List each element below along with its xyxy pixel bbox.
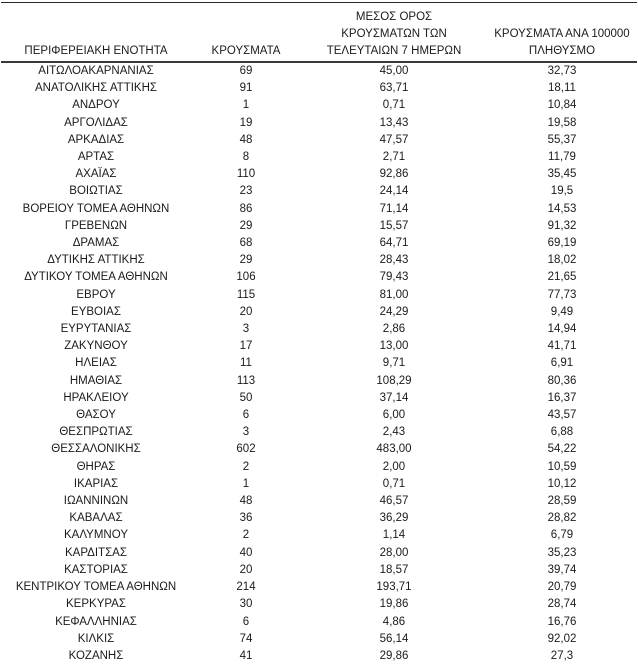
avg7-cell: 18,57 [379, 563, 409, 576]
avg7-cell: 6,00 [382, 409, 406, 422]
region-cell: ΑΡΚΑΔΙΑΣ [67, 133, 125, 146]
avg7-cell: 37,14 [379, 391, 409, 404]
covid-region-table [1, 2, 637, 665]
table-row [1, 493, 637, 510]
cases-cell: 8 [242, 151, 250, 164]
column-header-per100k [487, 3, 637, 63]
column-header-region [1, 3, 191, 63]
avg7-cell: 2,86 [382, 323, 406, 336]
table-row [1, 614, 637, 631]
region-cell: ΑΙΤΩΛΟΑΚΑΡΝΑΝΙΑΣ [38, 65, 154, 77]
table-row [1, 545, 637, 562]
region-cell: ΗΜΑΘΙΑΣ [69, 374, 123, 387]
region-cell: ΑΧΑΪΑΣ [75, 168, 117, 181]
table-row [1, 441, 637, 458]
per100k-cell: 28,74 [547, 598, 577, 611]
cases-cell: 68 [239, 237, 253, 250]
cases-cell: 20 [239, 305, 253, 318]
per100k-cell: 10,12 [547, 477, 577, 490]
per100k-cell: 18,02 [547, 254, 577, 267]
cases-cell: 6 [242, 409, 250, 422]
table-row [1, 62, 637, 80]
region-cell: ΕΥΡΥΤΑΝΙΑΣ [60, 323, 132, 336]
cases-cell: 48 [239, 495, 253, 508]
table-row [1, 304, 637, 321]
avg7-cell: 2,71 [382, 151, 406, 164]
cases-cell: 2 [242, 460, 250, 473]
header-line: ΚΡΟΥΣΜΑΤΑ ΑΝΑ 100000 [494, 28, 630, 40]
cases-cell: 20 [239, 563, 253, 576]
region-cell: ΚΑΒΑΛΑΣ [69, 512, 123, 525]
header-line: ΠΕΡΙΦΕΡΕΙΑΚΗ ΕΝΟΤΗΤΑ [24, 45, 168, 57]
cases-cell: 602 [236, 443, 256, 456]
table-row [1, 183, 637, 200]
column-header-avg7 [301, 3, 487, 63]
per100k-cell: 6,91 [550, 357, 574, 370]
table-row [1, 407, 637, 424]
avg7-cell: 15,57 [379, 219, 409, 232]
per100k-cell: 11,79 [548, 151, 576, 164]
cases-cell: 214 [236, 581, 256, 594]
per100k-cell: 69,19 [547, 237, 577, 250]
avg7-cell: 2,00 [382, 460, 406, 473]
table-row [1, 218, 637, 235]
per100k-cell: 6,88 [550, 426, 574, 439]
per100k-cell: 10,84 [547, 99, 577, 112]
per100k-cell: 54,22 [547, 443, 577, 456]
cases-cell: 113 [236, 374, 256, 387]
per100k-cell: 39,74 [547, 563, 577, 576]
avg7-cell: 28,43 [379, 254, 409, 267]
cases-cell: 41 [239, 649, 253, 662]
per100k-cell: 92,02 [547, 632, 577, 645]
avg7-cell: 92,86 [379, 168, 409, 181]
region-cell: ΚΑΛΥΜΝΟΥ [64, 529, 128, 542]
cases-cell: 69 [239, 65, 253, 77]
region-cell: ΔΥΤΙΚΟΥ ΤΟΜΕΑ ΑΘΗΝΩΝ [24, 271, 168, 284]
region-cell: ΑΝΔΡΟΥ [72, 99, 120, 112]
region-cell: ΚΑΣΤΟΡΙΑΣ [64, 563, 128, 576]
table-row [1, 338, 637, 355]
table-row [1, 648, 637, 665]
per100k-cell: 35,23 [547, 546, 577, 559]
header-line: ΠΛΗΘΥΣΜΟ [528, 45, 596, 57]
cases-cell: 91 [239, 82, 253, 95]
per100k-cell: 14,53 [547, 202, 577, 215]
avg7-cell: 47,57 [379, 133, 409, 146]
per100k-cell: 28,82 [547, 512, 577, 525]
table-row [1, 166, 637, 183]
cases-cell: 106 [236, 271, 256, 284]
per100k-cell: 32,73 [547, 65, 577, 77]
table-row [1, 252, 637, 269]
avg7-cell: 46,57 [379, 495, 409, 508]
region-cell: ΘΑΣΟΥ [76, 409, 116, 422]
table-row [1, 510, 637, 527]
table-row [1, 459, 637, 476]
avg7-cell: 4,86 [382, 615, 406, 628]
avg7-cell: 29,86 [379, 649, 409, 662]
avg7-cell: 13,43 [379, 116, 409, 129]
per100k-cell: 6,79 [550, 529, 574, 542]
region-cell: ΕΒΡΟΥ [76, 288, 116, 301]
cases-cell: 29 [239, 219, 253, 232]
cases-cell: 1 [242, 477, 250, 490]
cases-cell: 1 [242, 99, 250, 112]
avg7-cell: 45,00 [379, 65, 409, 77]
per100k-cell: 16,37 [547, 391, 577, 404]
cases-cell: 74 [239, 632, 253, 645]
avg7-cell: 9,71 [382, 357, 406, 370]
avg7-cell: 19,86 [379, 598, 409, 611]
region-cell: ΖΑΚΥΝΘΟΥ [64, 340, 128, 353]
per100k-cell: 14,94 [547, 323, 577, 336]
avg7-cell: 24,29 [379, 305, 409, 318]
header-row [1, 3, 637, 63]
cases-cell: 23 [239, 185, 253, 198]
region-cell: ΓΡΕΒΕΝΩΝ [64, 219, 128, 232]
table-row [1, 115, 637, 132]
per100k-cell: 20,79 [547, 581, 577, 594]
region-cell: ΚΙΛΚΙΣ [77, 632, 115, 645]
avg7-cell: 36,29 [379, 512, 409, 525]
table-row [1, 287, 637, 304]
per100k-cell: 55,37 [547, 133, 577, 146]
cases-cell: 19 [239, 116, 253, 129]
table-row [1, 424, 637, 441]
per100k-cell: 21,65 [547, 271, 577, 284]
per100k-cell: 9,49 [550, 305, 574, 318]
region-cell: ΚΑΡΔΙΤΣΑΣ [65, 546, 127, 559]
per100k-cell: 19,5 [550, 185, 574, 198]
per100k-cell: 43,57 [547, 409, 577, 422]
cases-cell: 29 [239, 254, 253, 267]
avg7-cell: 2,43 [382, 426, 406, 439]
table-row [1, 321, 637, 338]
cases-cell: 17 [239, 340, 253, 353]
cases-cell: 6 [242, 615, 250, 628]
table-body [1, 62, 637, 665]
table-row [1, 132, 637, 149]
avg7-cell: 108,29 [376, 374, 412, 387]
table-row [1, 631, 637, 648]
region-cell: ΑΡΓΟΛΙΔΑΣ [64, 116, 128, 129]
cases-cell: 30 [239, 598, 253, 611]
table-row [1, 269, 637, 286]
per100k-cell: 18,11 [548, 82, 576, 95]
region-cell: ΒΟΡΕΙΟΥ ΤΟΜΕΑ ΑΘΗΝΩΝ [22, 202, 170, 215]
avg7-cell: 79,43 [379, 271, 409, 284]
header-line: ΚΡΟΥΣΜΑΤΩΝ ΤΩΝ [341, 28, 447, 40]
table-row [1, 527, 637, 544]
table-row [1, 355, 637, 372]
table-row [1, 235, 637, 252]
region-cell: ΚΟΖΑΝΗΣ [68, 649, 124, 662]
avg7-cell: 24,14 [379, 185, 409, 198]
per100k-cell: 27,3 [550, 649, 574, 662]
cases-cell: 110 [236, 168, 256, 181]
cases-cell: 115 [236, 288, 256, 301]
avg7-cell: 13,00 [379, 340, 409, 353]
per100k-cell: 19,58 [547, 116, 577, 129]
region-cell: ΑΡΤΑΣ [77, 151, 115, 164]
table-row [1, 390, 637, 407]
region-cell: ΚΕΦΑΛΛΗΝΙΑΣ [55, 615, 137, 628]
region-cell: ΕΥΒΟΙΑΣ [71, 305, 121, 318]
avg7-cell: 71,14 [379, 202, 409, 215]
per100k-cell: 28,59 [547, 495, 577, 508]
region-cell: ΘΗΡΑΣ [76, 460, 116, 473]
cases-cell: 48 [239, 133, 253, 146]
avg7-cell: 0,71 [382, 99, 406, 112]
table-row [1, 476, 637, 493]
avg7-cell: 483,00 [376, 443, 412, 456]
region-cell: ΘΕΣΠΡΩΤΙΑΣ [59, 426, 133, 439]
cases-cell: 3 [242, 426, 250, 439]
avg7-cell: 63,71 [379, 82, 409, 95]
per100k-cell: 35,45 [547, 168, 577, 181]
table-row [1, 201, 637, 218]
cases-cell: 2 [242, 529, 250, 542]
cases-cell: 50 [239, 391, 253, 404]
cases-cell: 86 [239, 202, 253, 215]
table-row [1, 373, 637, 390]
cases-cell: 36 [239, 512, 253, 525]
table-row [1, 596, 637, 613]
region-cell: ΗΛΕΙΑΣ [75, 357, 117, 370]
header-line: ΤΕΛΕΥΤΑΙΩΝ 7 ΗΜΕΡΩΝ [326, 45, 462, 57]
region-cell: ΙΚΑΡΙΑΣ [73, 477, 119, 490]
per100k-cell: 16,76 [547, 615, 577, 628]
region-cell: ΒΟΙΩΤΙΑΣ [69, 185, 123, 198]
region-cell: ΚΕΡΚΥΡΑΣ [66, 598, 126, 611]
cases-cell: 40 [239, 546, 253, 559]
table-row [1, 97, 637, 114]
per100k-cell: 10,59 [547, 460, 577, 473]
region-cell: ΘΕΣΣΑΛΟΝΙΚΗΣ [51, 443, 141, 456]
header-line: ΚΡΟΥΣΜΑΤΑ [211, 45, 281, 57]
region-cell: ΔΡΑΜΑΣ [72, 237, 120, 250]
per100k-cell: 80,36 [547, 374, 577, 387]
table-header [1, 3, 637, 63]
header-line: ΜΕΣΟΣ ΟΡΟΣ [355, 11, 433, 23]
table-row [1, 80, 637, 97]
per100k-cell: 91,32 [547, 219, 577, 232]
per100k-cell: 41,71 [547, 340, 577, 353]
region-cell: ΚΕΝΤΡΙΚΟΥ ΤΟΜΕΑ ΑΘΗΝΩΝ [15, 581, 177, 594]
table-row [1, 149, 637, 166]
avg7-cell: 28,00 [379, 546, 409, 559]
region-cell: ΑΝΑΤΟΛΙΚΗΣ ΑΤΤΙΚΗΣ [34, 82, 157, 95]
avg7-cell: 81,00 [379, 288, 409, 301]
per100k-cell: 77,73 [547, 288, 577, 301]
avg7-cell: 64,71 [379, 237, 409, 250]
table-row [1, 562, 637, 579]
avg7-cell: 56,14 [379, 632, 409, 645]
region-cell: ΙΩΑΝΝΙΝΩΝ [63, 495, 129, 508]
column-header-cases [191, 3, 301, 63]
region-cell: ΗΡΑΚΛΕΙΟΥ [63, 391, 129, 404]
cases-cell: 3 [242, 323, 250, 336]
table-row [1, 579, 637, 596]
avg7-cell: 193,71 [376, 581, 412, 594]
avg7-cell: 1,14 [382, 529, 406, 542]
cases-cell: 11 [240, 357, 252, 370]
region-cell: ΔΥΤΙΚΗΣ ΑΤΤΙΚΗΣ [47, 254, 145, 267]
avg7-cell: 0,71 [382, 477, 406, 490]
